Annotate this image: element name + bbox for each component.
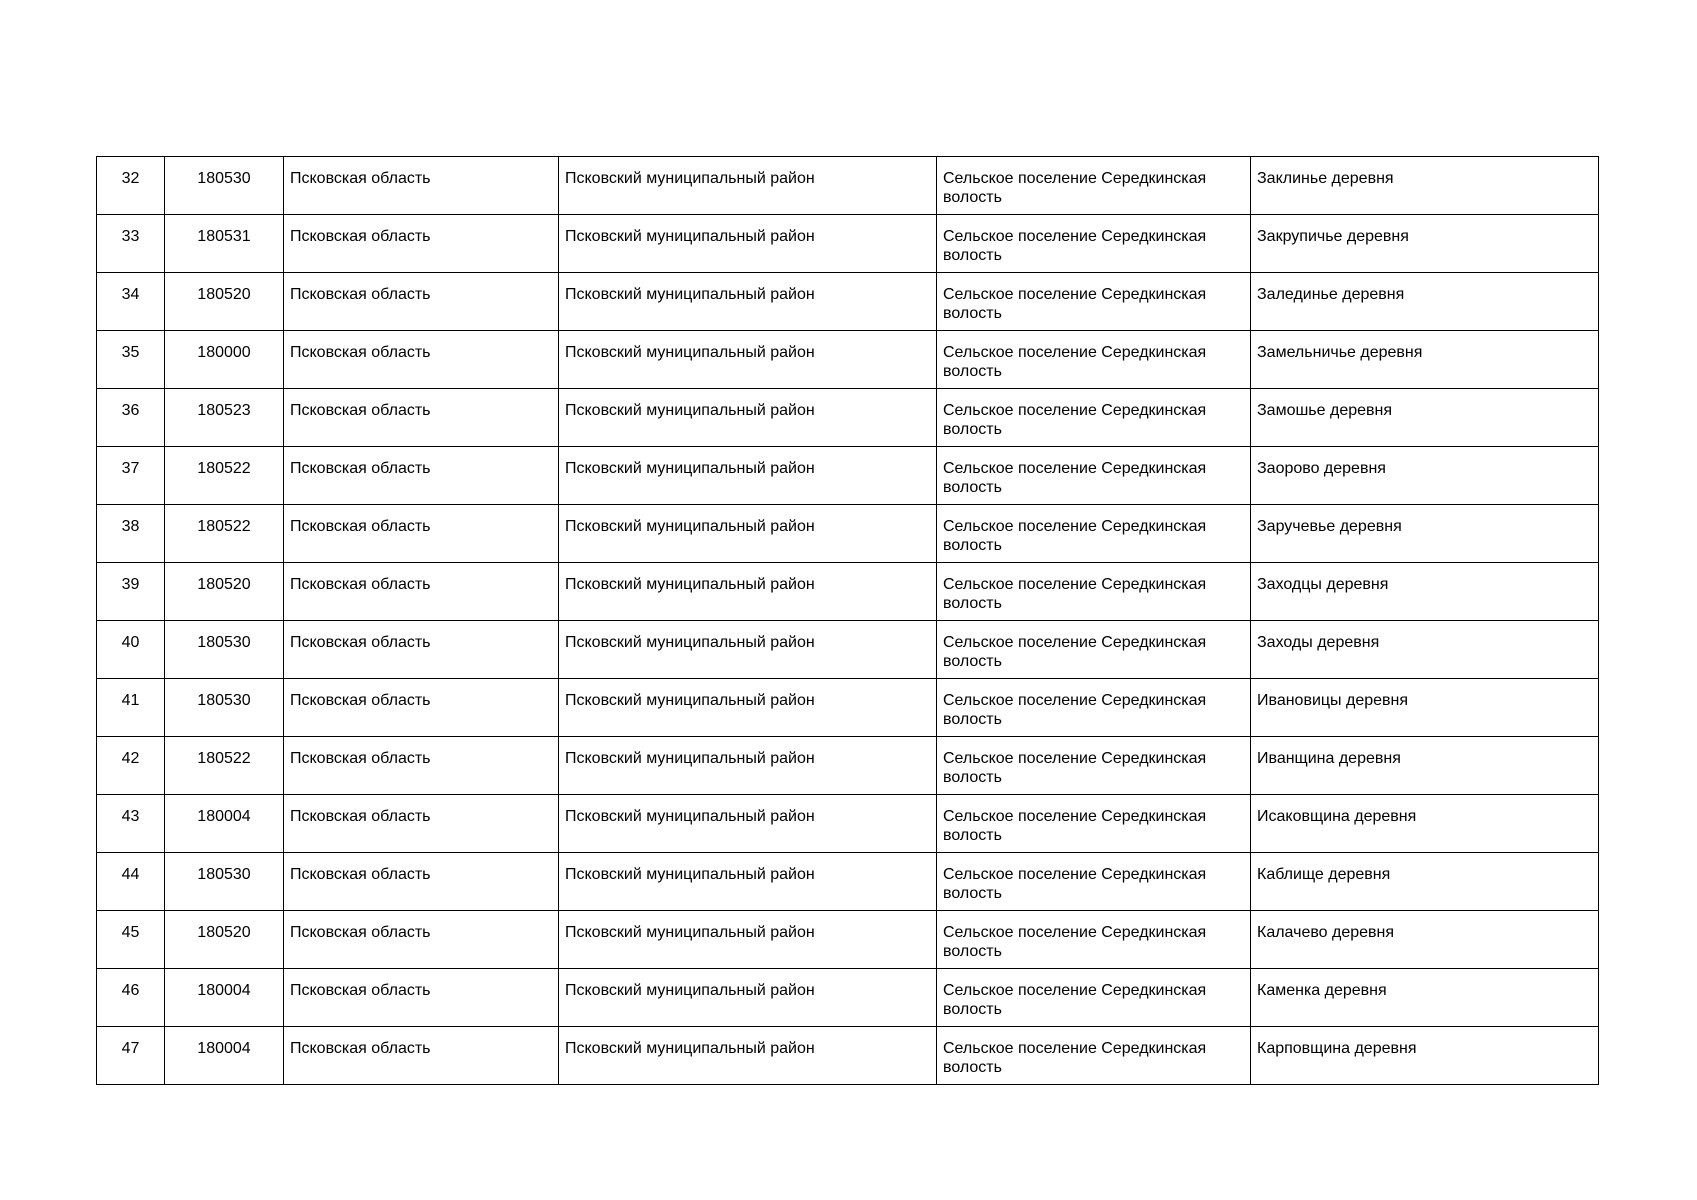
locality-cell: Иванщина деревня (1251, 737, 1599, 795)
region-cell: Псковская область (284, 737, 559, 795)
region-cell: Псковская область (284, 157, 559, 215)
postal-index-cell: 180530 (165, 621, 284, 679)
table-row (97, 737, 1599, 795)
district-cell: Псковский муниципальный район (559, 273, 937, 331)
table-body (97, 157, 1599, 1085)
settlement-cell: Сельское поселение Середкинская волость (937, 1027, 1251, 1085)
table-row (97, 621, 1599, 679)
locality-cell: Карповщина деревня (1251, 1027, 1599, 1085)
locality-cell: Каменка деревня (1251, 969, 1599, 1027)
district-cell: Псковский муниципальный район (559, 389, 937, 447)
row-number-cell: 47 (97, 1027, 165, 1085)
postal-index-cell: 180522 (165, 737, 284, 795)
settlement-cell: Сельское поселение Середкинская волость (937, 795, 1251, 853)
table-row (97, 911, 1599, 969)
settlements-table (96, 156, 1599, 1085)
district-cell: Псковский муниципальный район (559, 331, 937, 389)
table-row (97, 563, 1599, 621)
row-number-cell: 41 (97, 679, 165, 737)
postal-index-cell: 180520 (165, 273, 284, 331)
table-row (97, 969, 1599, 1027)
region-cell: Псковская область (284, 795, 559, 853)
locality-cell: Ивановицы деревня (1251, 679, 1599, 737)
table-row (97, 273, 1599, 331)
locality-cell: Замошье деревня (1251, 389, 1599, 447)
locality-cell: Замельничье деревня (1251, 331, 1599, 389)
table-row (97, 447, 1599, 505)
table-row (97, 853, 1599, 911)
locality-cell: Каблище деревня (1251, 853, 1599, 911)
district-cell: Псковский муниципальный район (559, 911, 937, 969)
settlement-cell: Сельское поселение Середкинская волость (937, 853, 1251, 911)
locality-cell: Заручевье деревня (1251, 505, 1599, 563)
table-row (97, 331, 1599, 389)
settlement-cell: Сельское поселение Середкинская волость (937, 331, 1251, 389)
locality-cell: Закрупичье деревня (1251, 215, 1599, 273)
row-number-cell: 33 (97, 215, 165, 273)
district-cell: Псковский муниципальный район (559, 679, 937, 737)
settlement-cell: Сельское поселение Середкинская волость (937, 969, 1251, 1027)
district-cell: Псковский муниципальный район (559, 157, 937, 215)
district-cell: Псковский муниципальный район (559, 563, 937, 621)
table-row (97, 679, 1599, 737)
table-row (97, 157, 1599, 215)
region-cell: Псковская область (284, 505, 559, 563)
locality-cell: Калачево деревня (1251, 911, 1599, 969)
district-cell: Псковский муниципальный район (559, 969, 937, 1027)
row-number-cell: 39 (97, 563, 165, 621)
row-number-cell: 45 (97, 911, 165, 969)
postal-index-cell: 180004 (165, 969, 284, 1027)
row-number-cell: 32 (97, 157, 165, 215)
district-cell: Псковский муниципальный район (559, 795, 937, 853)
settlement-cell: Сельское поселение Середкинская волость (937, 563, 1251, 621)
district-cell: Псковский муниципальный район (559, 853, 937, 911)
postal-index-cell: 180520 (165, 911, 284, 969)
row-number-cell: 46 (97, 969, 165, 1027)
table-row (97, 795, 1599, 853)
settlement-cell: Сельское поселение Середкинская волость (937, 215, 1251, 273)
row-number-cell: 43 (97, 795, 165, 853)
row-number-cell: 44 (97, 853, 165, 911)
postal-index-cell: 180522 (165, 447, 284, 505)
locality-cell: Исаковщина деревня (1251, 795, 1599, 853)
settlement-cell: Сельское поселение Середкинская волость (937, 679, 1251, 737)
region-cell: Псковская область (284, 563, 559, 621)
table-row (97, 389, 1599, 447)
row-number-cell: 40 (97, 621, 165, 679)
postal-index-cell: 180530 (165, 853, 284, 911)
district-cell: Псковский муниципальный район (559, 447, 937, 505)
region-cell: Псковская область (284, 911, 559, 969)
postal-index-cell: 180522 (165, 505, 284, 563)
settlement-cell: Сельское поселение Середкинская волость (937, 447, 1251, 505)
locality-cell: Заходцы деревня (1251, 563, 1599, 621)
postal-index-cell: 180531 (165, 215, 284, 273)
region-cell: Псковская область (284, 1027, 559, 1085)
district-cell: Псковский муниципальный район (559, 621, 937, 679)
region-cell: Псковская область (284, 273, 559, 331)
row-number-cell: 35 (97, 331, 165, 389)
settlement-cell: Сельское поселение Середкинская волость (937, 911, 1251, 969)
locality-cell: Заорово деревня (1251, 447, 1599, 505)
district-cell: Псковский муниципальный район (559, 737, 937, 795)
region-cell: Псковская область (284, 447, 559, 505)
locality-cell: Залединье деревня (1251, 273, 1599, 331)
postal-index-cell: 180520 (165, 563, 284, 621)
locality-cell: Заходы деревня (1251, 621, 1599, 679)
district-cell: Псковский муниципальный район (559, 505, 937, 563)
settlement-cell: Сельское поселение Середкинская волость (937, 505, 1251, 563)
region-cell: Псковская область (284, 215, 559, 273)
settlement-cell: Сельское поселение Середкинская волость (937, 389, 1251, 447)
table-row (97, 1027, 1599, 1085)
row-number-cell: 38 (97, 505, 165, 563)
row-number-cell: 34 (97, 273, 165, 331)
postal-index-cell: 180523 (165, 389, 284, 447)
locality-cell: Заклинье деревня (1251, 157, 1599, 215)
row-number-cell: 42 (97, 737, 165, 795)
settlement-cell: Сельское поселение Середкинская волость (937, 737, 1251, 795)
region-cell: Псковская область (284, 853, 559, 911)
region-cell: Псковская область (284, 969, 559, 1027)
region-cell: Псковская область (284, 621, 559, 679)
postal-index-cell: 180004 (165, 795, 284, 853)
settlement-cell: Сельское поселение Середкинская волость (937, 621, 1251, 679)
row-number-cell: 37 (97, 447, 165, 505)
table-row (97, 215, 1599, 273)
postal-index-cell: 180530 (165, 679, 284, 737)
settlement-cell: Сельское поселение Середкинская волость (937, 273, 1251, 331)
region-cell: Псковская область (284, 389, 559, 447)
postal-index-cell: 180530 (165, 157, 284, 215)
region-cell: Псковская область (284, 331, 559, 389)
district-cell: Псковский муниципальный район (559, 1027, 937, 1085)
postal-index-cell: 180004 (165, 1027, 284, 1085)
settlement-cell: Сельское поселение Середкинская волость (937, 157, 1251, 215)
region-cell: Псковская область (284, 679, 559, 737)
table-row (97, 505, 1599, 563)
postal-index-cell: 180000 (165, 331, 284, 389)
row-number-cell: 36 (97, 389, 165, 447)
district-cell: Псковский муниципальный район (559, 215, 937, 273)
